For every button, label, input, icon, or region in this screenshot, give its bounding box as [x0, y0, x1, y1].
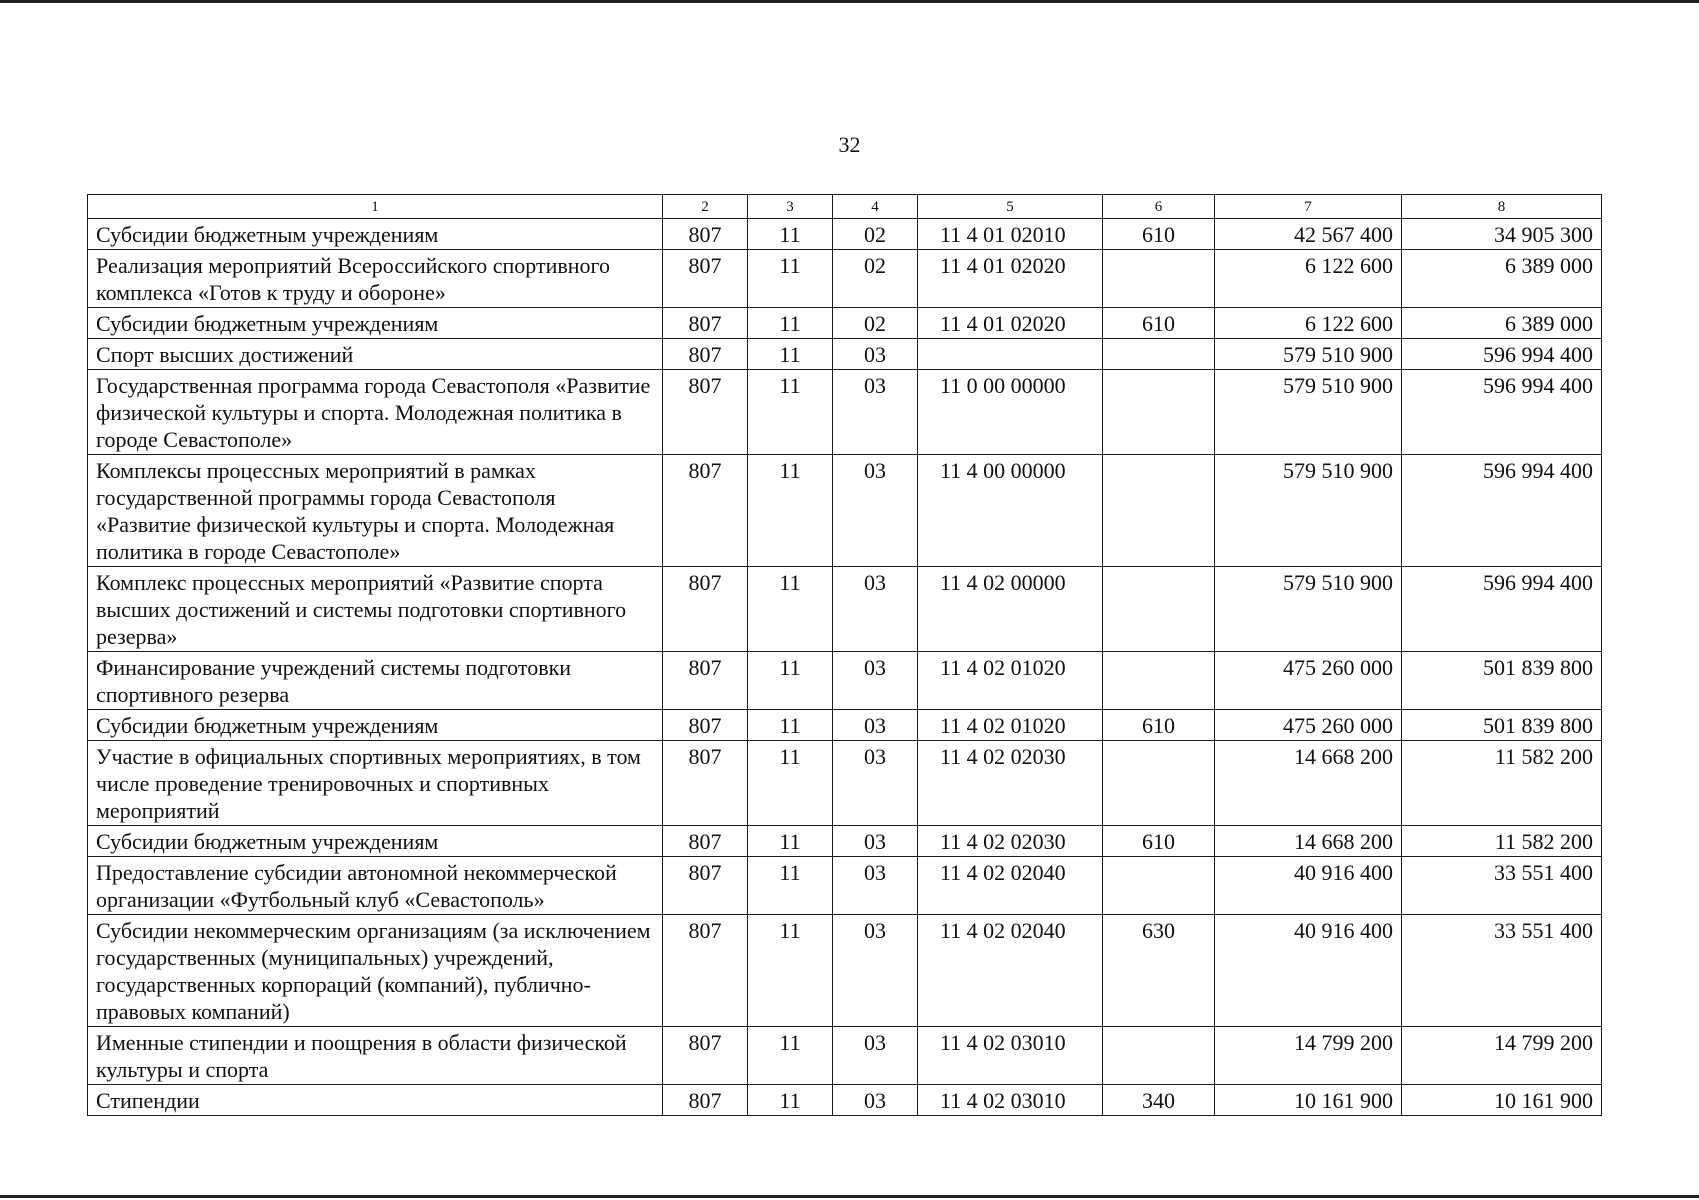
cell-amount-year1: 14 668 200 — [1215, 826, 1402, 857]
cell-ministry-code: 807 — [663, 652, 748, 710]
row-name: Стипендии — [88, 1085, 663, 1116]
cell-section: 11 — [748, 339, 833, 370]
table-row — [88, 1085, 1602, 1116]
page-number: 32 — [838, 132, 861, 157]
cell-expense-type — [1103, 857, 1215, 915]
cell-expense-type: 340 — [1103, 1085, 1215, 1116]
row-name: Субсидии бюджетным учреждениям — [88, 219, 663, 250]
cell-target-article: 11 4 02 01020 — [918, 710, 1103, 741]
cell-expense-type — [1103, 652, 1215, 710]
cell-target-article: 11 4 02 02040 — [918, 915, 1103, 1027]
cell-target-article: 11 4 02 03010 — [918, 1085, 1103, 1116]
cell-expense-type: 610 — [1103, 308, 1215, 339]
top-scan-edge — [0, 0, 1699, 3]
cell-subsection: 02 — [833, 219, 918, 250]
column-header: 6 — [1103, 195, 1215, 219]
cell-expense-type: 610 — [1103, 219, 1215, 250]
cell-amount-year2: 11 582 200 — [1402, 826, 1602, 857]
row-name: Финансирование учреждений системы подготовки спортивного резерва — [88, 652, 663, 710]
cell-subsection: 03 — [833, 915, 918, 1027]
table-row — [88, 826, 1602, 857]
cell-ministry-code: 807 — [663, 1027, 748, 1085]
row-name: Комплексы процессных мероприятий в рамках государственной программы города Севастополя «Развитие физической культуры и спорта. Молодежная политика в городе Севастополе» — [88, 455, 663, 567]
cell-ministry-code: 807 — [663, 915, 748, 1027]
cell-amount-year1: 10 161 900 — [1215, 1085, 1402, 1116]
table-header-row — [88, 195, 1602, 219]
cell-section: 11 — [748, 826, 833, 857]
column-header: 8 — [1402, 195, 1602, 219]
cell-amount-year1: 475 260 000 — [1215, 652, 1402, 710]
column-header: 2 — [663, 195, 748, 219]
cell-amount-year2: 10 161 900 — [1402, 1085, 1602, 1116]
cell-amount-year1: 475 260 000 — [1215, 710, 1402, 741]
table-row — [88, 219, 1602, 250]
row-name: Государственная программа города Севастополя «Развитие физической культуры и спорта. Молодежная политика в городе Севастополе» — [88, 370, 663, 455]
cell-expense-type: 610 — [1103, 710, 1215, 741]
cell-amount-year2: 11 582 200 — [1402, 741, 1602, 826]
cell-amount-year2: 14 799 200 — [1402, 1027, 1602, 1085]
cell-subsection: 03 — [833, 710, 918, 741]
cell-target-article: 11 4 01 02020 — [918, 308, 1103, 339]
table-row — [88, 652, 1602, 710]
cell-amount-year2: 33 551 400 — [1402, 857, 1602, 915]
column-header: 5 — [918, 195, 1103, 219]
cell-amount-year2: 33 551 400 — [1402, 915, 1602, 1027]
cell-subsection: 02 — [833, 250, 918, 308]
column-header: 4 — [833, 195, 918, 219]
cell-amount-year1: 14 799 200 — [1215, 1027, 1402, 1085]
cell-amount-year2: 34 905 300 — [1402, 219, 1602, 250]
cell-subsection: 03 — [833, 339, 918, 370]
column-header: 1 — [88, 195, 663, 219]
table-row — [88, 455, 1602, 567]
budget-table — [87, 194, 1602, 1116]
cell-amount-year2: 6 389 000 — [1402, 250, 1602, 308]
cell-target-article: 11 4 02 02030 — [918, 741, 1103, 826]
table-row — [88, 308, 1602, 339]
row-name: Именные стипендии и поощрения в области физической культуры и спорта — [88, 1027, 663, 1085]
cell-expense-type — [1103, 339, 1215, 370]
cell-subsection: 03 — [833, 826, 918, 857]
cell-section: 11 — [748, 219, 833, 250]
cell-amount-year1: 579 510 900 — [1215, 567, 1402, 652]
cell-expense-type — [1103, 567, 1215, 652]
cell-section: 11 — [748, 250, 833, 308]
cell-target-article: 11 4 01 02020 — [918, 250, 1103, 308]
cell-section: 11 — [748, 741, 833, 826]
cell-amount-year1: 579 510 900 — [1215, 455, 1402, 567]
table-row — [88, 710, 1602, 741]
cell-subsection: 03 — [833, 1027, 918, 1085]
cell-ministry-code: 807 — [663, 1085, 748, 1116]
row-name: Субсидии бюджетным учреждениям — [88, 308, 663, 339]
cell-amount-year2: 596 994 400 — [1402, 339, 1602, 370]
cell-target-article: 11 4 02 03010 — [918, 1027, 1103, 1085]
cell-target-article — [918, 339, 1103, 370]
cell-ministry-code: 807 — [663, 741, 748, 826]
column-header: 7 — [1215, 195, 1402, 219]
table-row — [88, 915, 1602, 1027]
cell-section: 11 — [748, 710, 833, 741]
cell-expense-type: 630 — [1103, 915, 1215, 1027]
cell-amount-year1: 42 567 400 — [1215, 219, 1402, 250]
cell-subsection: 03 — [833, 1085, 918, 1116]
cell-ministry-code: 807 — [663, 455, 748, 567]
row-name: Субсидии некоммерческим организациям (за исключением государственных (муниципальных) учреждений, государственных корпораций (компаний), публично-правовых компаний) — [88, 915, 663, 1027]
cell-ministry-code: 807 — [663, 710, 748, 741]
cell-amount-year1: 579 510 900 — [1215, 339, 1402, 370]
cell-amount-year2: 501 839 800 — [1402, 652, 1602, 710]
cell-expense-type — [1103, 741, 1215, 826]
cell-subsection: 03 — [833, 652, 918, 710]
cell-section: 11 — [748, 1085, 833, 1116]
cell-expense-type — [1103, 370, 1215, 455]
cell-ministry-code: 807 — [663, 857, 748, 915]
cell-subsection: 03 — [833, 455, 918, 567]
cell-amount-year1: 6 122 600 — [1215, 308, 1402, 339]
cell-amount-year2: 596 994 400 — [1402, 567, 1602, 652]
row-name: Спорт высших достижений — [88, 339, 663, 370]
cell-amount-year2: 596 994 400 — [1402, 370, 1602, 455]
cell-section: 11 — [748, 857, 833, 915]
cell-ministry-code: 807 — [663, 826, 748, 857]
cell-amount-year1: 40 916 400 — [1215, 915, 1402, 1027]
cell-section: 11 — [748, 915, 833, 1027]
cell-subsection: 03 — [833, 567, 918, 652]
row-name: Субсидии бюджетным учреждениям — [88, 826, 663, 857]
bottom-scan-edge — [0, 1195, 1699, 1198]
cell-ministry-code: 807 — [663, 250, 748, 308]
cell-amount-year2: 596 994 400 — [1402, 455, 1602, 567]
row-name: Предоставление субсидии автономной некоммерческой организации «Футбольный клуб «Севастополь» — [88, 857, 663, 915]
cell-target-article: 11 4 02 00000 — [918, 567, 1103, 652]
table-row — [88, 370, 1602, 455]
cell-amount-year1: 6 122 600 — [1215, 250, 1402, 308]
cell-section: 11 — [748, 455, 833, 567]
row-name: Субсидии бюджетным учреждениям — [88, 710, 663, 741]
table-row — [88, 857, 1602, 915]
cell-amount-year2: 6 389 000 — [1402, 308, 1602, 339]
row-name: Участие в официальных спортивных мероприятиях, в том числе проведение тренировочных и спортивных мероприятий — [88, 741, 663, 826]
table-row — [88, 250, 1602, 308]
cell-target-article: 11 4 02 02040 — [918, 857, 1103, 915]
cell-expense-type: 610 — [1103, 826, 1215, 857]
cell-target-article: 11 4 01 02010 — [918, 219, 1103, 250]
cell-amount-year1: 14 668 200 — [1215, 741, 1402, 826]
cell-section: 11 — [748, 308, 833, 339]
cell-ministry-code: 807 — [663, 370, 748, 455]
cell-expense-type — [1103, 1027, 1215, 1085]
cell-ministry-code: 807 — [663, 339, 748, 370]
cell-expense-type — [1103, 455, 1215, 567]
row-name: Реализация мероприятий Всероссийского спортивного комплекса «Готов к труду и обороне» — [88, 250, 663, 308]
cell-ministry-code: 807 — [663, 567, 748, 652]
table-row — [88, 741, 1602, 826]
table-row — [88, 567, 1602, 652]
cell-amount-year2: 501 839 800 — [1402, 710, 1602, 741]
cell-target-article: 11 4 02 02030 — [918, 826, 1103, 857]
cell-subsection: 02 — [833, 308, 918, 339]
cell-target-article: 11 0 00 00000 — [918, 370, 1103, 455]
table-row — [88, 1027, 1602, 1085]
cell-section: 11 — [748, 370, 833, 455]
column-header: 3 — [748, 195, 833, 219]
cell-target-article: 11 4 00 00000 — [918, 455, 1103, 567]
cell-ministry-code: 807 — [663, 219, 748, 250]
cell-subsection: 03 — [833, 741, 918, 826]
cell-section: 11 — [748, 1027, 833, 1085]
cell-section: 11 — [748, 567, 833, 652]
table-body — [88, 219, 1602, 1116]
cell-section: 11 — [748, 652, 833, 710]
cell-ministry-code: 807 — [663, 308, 748, 339]
cell-amount-year1: 40 916 400 — [1215, 857, 1402, 915]
row-name: Комплекс процессных мероприятий «Развитие спорта высших достижений и системы подготовки спортивного резерва» — [88, 567, 663, 652]
cell-subsection: 03 — [833, 857, 918, 915]
cell-subsection: 03 — [833, 370, 918, 455]
cell-amount-year1: 579 510 900 — [1215, 370, 1402, 455]
cell-expense-type — [1103, 250, 1215, 308]
table-row — [88, 339, 1602, 370]
cell-target-article: 11 4 02 01020 — [918, 652, 1103, 710]
